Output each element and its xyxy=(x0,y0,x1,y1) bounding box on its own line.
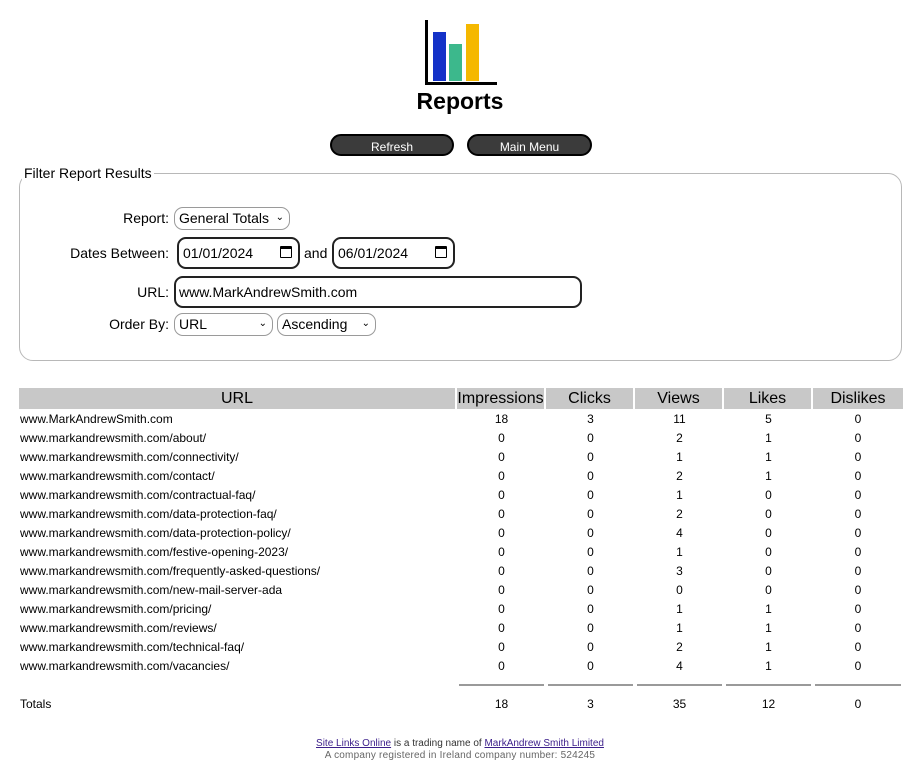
total-dislikes: 0 xyxy=(854,696,862,711)
table-row xyxy=(19,466,903,485)
cell-dislikes: 0 xyxy=(854,430,862,445)
cell-likes: 0 xyxy=(765,582,772,597)
total-impressions: 18 xyxy=(494,696,509,711)
calendar-icon[interactable] xyxy=(280,246,292,258)
table-row xyxy=(19,523,903,542)
calendar-icon[interactable] xyxy=(435,246,447,258)
cell-dislikes: 0 xyxy=(854,544,862,559)
cell-clicks: 0 xyxy=(587,430,594,445)
table-header-row xyxy=(19,388,903,409)
cell-dislikes: 0 xyxy=(854,487,862,502)
cell-url: www.markandrewsmith.com/frequently-asked-questions/ xyxy=(20,563,321,578)
filter-legend: Filter Report Results xyxy=(24,165,152,181)
cell-views: 1 xyxy=(676,487,683,502)
cell-views: 11 xyxy=(673,411,686,426)
total-clicks: 3 xyxy=(587,696,594,711)
cell-views: 0 xyxy=(676,582,683,597)
cell-dislikes: 0 xyxy=(854,525,862,540)
cell-impressions: 0 xyxy=(498,639,505,654)
cell-likes: 0 xyxy=(765,544,772,559)
cell-clicks: 0 xyxy=(587,601,594,616)
report-label: Report: xyxy=(123,210,169,226)
order-direction-select[interactable] xyxy=(277,313,376,336)
cell-clicks: 0 xyxy=(587,658,594,673)
report-table xyxy=(19,388,903,713)
cell-impressions: 0 xyxy=(498,582,505,597)
cell-clicks: 0 xyxy=(587,544,594,559)
refresh-button[interactable]: Refresh xyxy=(330,134,454,156)
report-select[interactable] xyxy=(174,207,290,230)
column-header-likes[interactable]: Likes xyxy=(724,388,813,409)
cell-url: www.markandrewsmith.com/new-mail-server-ada xyxy=(20,582,283,597)
cell-clicks: 0 xyxy=(587,639,594,654)
cell-url: www.markandrewsmith.com/data-protection-faq/ xyxy=(20,506,277,521)
order-field-value: URL xyxy=(179,316,208,332)
company-link[interactable]: MarkAndrew Smith Limited xyxy=(484,738,604,749)
cell-impressions: 18 xyxy=(494,411,509,426)
totals-row xyxy=(19,694,903,713)
cell-url: www.markandrewsmith.com/data-protection-policy/ xyxy=(20,525,291,540)
cell-impressions: 0 xyxy=(498,544,505,559)
order-direction-value: Ascending xyxy=(282,316,348,332)
table-row xyxy=(19,561,903,580)
cell-dislikes: 0 xyxy=(854,582,862,597)
cell-views: 1 xyxy=(676,449,683,464)
table-row xyxy=(19,618,903,637)
table-row xyxy=(19,542,903,561)
totals-label: Totals xyxy=(20,696,52,711)
bar-chart-icon xyxy=(423,20,499,86)
cell-dislikes: 0 xyxy=(854,620,862,635)
cell-views: 1 xyxy=(676,601,683,616)
date-to-field[interactable] xyxy=(332,237,455,269)
column-header-impressions[interactable]: Impressions xyxy=(457,388,546,409)
main-menu-button[interactable]: Main Menu xyxy=(467,134,592,156)
cell-views: 2 xyxy=(676,430,683,445)
cell-dislikes: 0 xyxy=(854,658,862,673)
column-header-clicks[interactable]: Clicks xyxy=(546,388,635,409)
cell-likes: 0 xyxy=(765,506,772,521)
cell-clicks: 0 xyxy=(587,620,594,635)
cell-impressions: 0 xyxy=(498,601,505,616)
cell-views: 2 xyxy=(676,506,683,521)
cell-impressions: 0 xyxy=(498,487,505,502)
cell-dislikes: 0 xyxy=(854,449,862,464)
cell-views: 4 xyxy=(676,658,683,673)
report-select-value: General Totals xyxy=(179,210,270,226)
cell-views: 2 xyxy=(676,639,683,654)
cell-likes: 1 xyxy=(765,639,772,654)
column-header-dislikes[interactable]: Dislikes xyxy=(813,388,903,409)
page-title: Reports xyxy=(416,88,504,114)
cell-clicks: 0 xyxy=(587,449,594,464)
cell-views: 1 xyxy=(676,544,683,559)
cell-views: 3 xyxy=(676,563,683,578)
date-from-value: 01/01/2024 xyxy=(183,245,254,261)
cell-url: www.markandrewsmith.com/festive-opening-2023/ xyxy=(20,544,289,559)
column-header-views[interactable]: Views xyxy=(635,388,724,409)
cell-likes: 1 xyxy=(765,449,772,464)
dates-label: Dates Between: xyxy=(70,245,169,261)
footer-registration: A company registered in Ireland company number: 524245 xyxy=(324,750,596,761)
chevron-down-icon: ⌄ xyxy=(275,212,284,223)
cell-url: www.markandrewsmith.com/contact/ xyxy=(20,468,215,483)
cell-clicks: 0 xyxy=(587,525,594,540)
column-header-url[interactable]: URL xyxy=(19,388,457,409)
cell-impressions: 0 xyxy=(498,506,505,521)
order-by-label: Order By: xyxy=(109,316,169,332)
cell-impressions: 0 xyxy=(498,468,505,483)
cell-views: 1 xyxy=(676,620,683,635)
total-likes: 12 xyxy=(761,696,776,711)
url-input-value: www.MarkAndrewSmith.com xyxy=(179,284,358,300)
table-row xyxy=(19,504,903,523)
cell-likes: 5 xyxy=(765,411,772,426)
cell-likes: 1 xyxy=(765,601,772,616)
and-label: and xyxy=(304,245,328,261)
table-row xyxy=(19,599,903,618)
table-row xyxy=(19,580,903,599)
cell-likes: 1 xyxy=(765,658,772,673)
cell-clicks: 0 xyxy=(587,468,594,483)
table-row xyxy=(19,428,903,447)
cell-url: www.markandrewsmith.com/contractual-faq/ xyxy=(20,487,256,502)
cell-views: 2 xyxy=(676,468,683,483)
cell-likes: 1 xyxy=(765,468,772,483)
cell-clicks: 0 xyxy=(587,563,594,578)
table-row xyxy=(19,637,903,656)
cell-likes: 0 xyxy=(765,525,772,540)
cell-clicks: 0 xyxy=(587,487,594,502)
order-field-select[interactable] xyxy=(174,313,273,336)
cell-clicks: 0 xyxy=(587,506,594,521)
cell-url: www.markandrewsmith.com/vacancies/ xyxy=(20,658,230,673)
totals-separator xyxy=(19,675,903,694)
cell-likes: 1 xyxy=(765,430,772,445)
cell-views: 4 xyxy=(676,525,683,540)
cell-dislikes: 0 xyxy=(854,468,862,483)
footer-trading-text: is a trading name of xyxy=(391,738,485,749)
cell-impressions: 0 xyxy=(498,525,505,540)
table-row xyxy=(19,485,903,504)
cell-url: www.markandrewsmith.com/reviews/ xyxy=(20,620,217,635)
table-row xyxy=(19,656,903,675)
site-links-link[interactable]: Site Links Online xyxy=(316,738,392,749)
cell-likes: 1 xyxy=(765,620,772,635)
table-row xyxy=(19,409,903,428)
date-to-value: 06/01/2024 xyxy=(338,245,409,261)
chevron-down-icon: ⌄ xyxy=(258,318,267,329)
cell-impressions: 0 xyxy=(498,563,505,578)
cell-likes: 0 xyxy=(765,563,772,578)
cell-url: www.markandrewsmith.com/technical-faq/ xyxy=(20,639,245,654)
footer xyxy=(0,738,920,761)
cell-dislikes: 0 xyxy=(854,639,862,654)
cell-dislikes: 0 xyxy=(854,601,862,616)
cell-url: www.MarkAndrewSmith.com xyxy=(20,411,173,426)
cell-clicks: 0 xyxy=(587,582,594,597)
chevron-down-icon: ⌄ xyxy=(361,318,370,329)
cell-impressions: 0 xyxy=(498,658,505,673)
url-input[interactable] xyxy=(174,276,582,308)
cell-url: www.markandrewsmith.com/connectivity/ xyxy=(20,449,239,464)
cell-impressions: 0 xyxy=(498,620,505,635)
table-row xyxy=(19,447,903,466)
cell-dislikes: 0 xyxy=(854,563,862,578)
total-views: 35 xyxy=(672,696,687,711)
cell-likes: 0 xyxy=(765,487,772,502)
url-label: URL: xyxy=(137,284,169,300)
cell-clicks: 3 xyxy=(587,411,594,426)
cell-url: www.markandrewsmith.com/pricing/ xyxy=(20,601,212,616)
cell-dislikes: 0 xyxy=(854,411,862,426)
date-from-field[interactable] xyxy=(177,237,300,269)
cell-impressions: 0 xyxy=(498,449,505,464)
cell-impressions: 0 xyxy=(498,430,505,445)
cell-dislikes: 0 xyxy=(854,506,862,521)
cell-url: www.markandrewsmith.com/about/ xyxy=(20,430,207,445)
